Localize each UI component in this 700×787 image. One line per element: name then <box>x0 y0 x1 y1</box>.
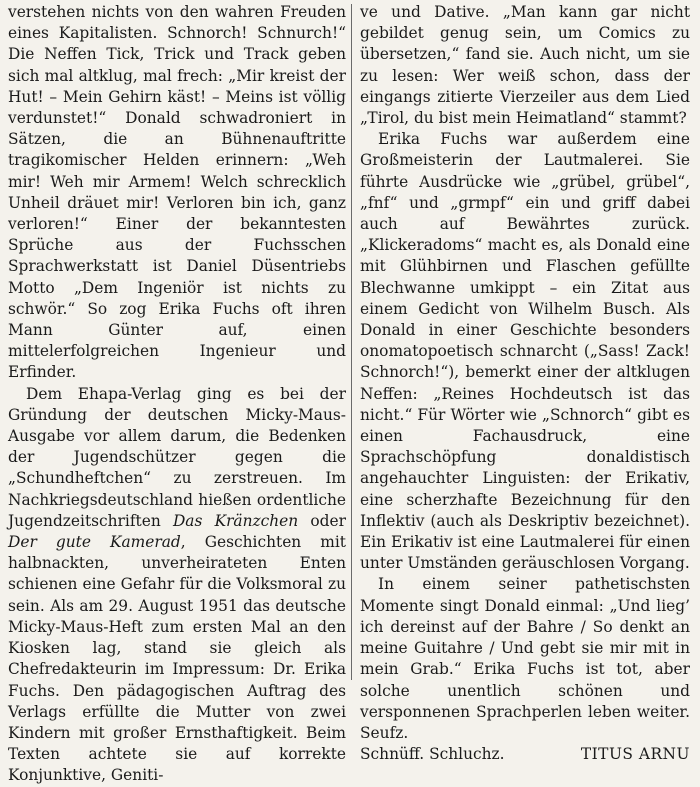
paragraph-right-2: Erika Fuchs war außerdem eine Großmeisterin der Lautmalerei. Sie führte Ausdrücke wie „grübel, grübel“, „fnf“ und „grmpf“ ein und griff dabei auch auf Bewährtes zurück. „Klickeradoms“ macht es, als Donald eine mit Glühbirnen und Flaschen gefüllte Blechwanne umkippt – ein Zitat aus einem Gedicht von Wilhelm Busch. Als Donald in einer Geschichte besonders onomatopoetisch schnarcht („Sass! Zack! Schnorch!“), bemerkt einer der altklugen Neffen: „Reines Hochdeutsch ist das nicht.“ Für Wörter wie „Schnorch“ gibt es einen Fachausdruck, eine Sprachschöpfung donaldistisch angehauchter Linguisten: der Erikativ, eine scherzhafte Bezeichnung für den Inflektiv (auch als Deskriptiv bezeichnet). Ein Erikativ ist eine Lautmalerei für einen unter Umständen geräuschlosen Vorgang. <box>360 130 690 573</box>
paragraph-right-3: In einem seiner pathetischsten Momente singt Donald einmal: „Und lieg’ ich dereinst auf der Bahre / So denkt an meine Guitahre / Und gebt sie mir mit in mein Grab.“ Erika Fuchs ist tot, aber solche unentlich schönen und versponnenen Sprachperlen leben weiter. Seufz. <box>360 575 690 742</box>
magazine-title-kamerad: Der gute Kamerad <box>8 533 181 552</box>
right-column <box>360 2 690 765</box>
text-run: , Geschichten mit halbnackten, unverheirateten Enten schienen eine Gefahr für die Volksmoral zu sein. Als am 29. August 1951 das deutsche Micky-Maus-Heft zum ersten Mal an den Kiosken lag, stand sie gleich als Chefredakteurin im Impressum: Dr. Erika Fuchs. Den pädagogischen Auftrag des Verlags erfüllte die Mutter von zwei Kindern mit großer Ernsthaftigkeit. Beim Texten achtete sie auf korrekte Konjunktive, Geniti- <box>8 533 346 785</box>
column-divider <box>351 4 352 680</box>
magazine-title-kraenzchen: Das Kränzchen <box>172 511 299 530</box>
left-column <box>8 2 346 787</box>
text-run: oder <box>298 511 346 530</box>
paragraph-left-2 <box>8 384 346 787</box>
closing-text: Schnüff. Schluchz. <box>360 745 505 764</box>
byline <box>360 744 690 765</box>
paragraph-right-1: ve und Dative. „Man kann gar nicht gebildet genug sein, um Comics zu übersetzen,“ fand sie. Auch nicht, um sie zu lesen: Wer weiß schon, dass der eingangs zitierte Vierzeiler aus dem Lied „Tirol, du bist mein Heimatland“ stammt? <box>360 3 690 128</box>
text-run: Dem Ehapa-Verlag ging es bei der Gründung der deutschen Micky-Maus-Ausgabe vor allem darum, die Bedenken der Jugendschützer gegen die „Schundheftchen“ zu zerstreuen. Im Nachkriegsdeutschland hießen ordentliche Jugendzeitschriften <box>8 384 346 530</box>
paragraph-left-1: verstehen nichts von den wahren Freuden eines Kapitalisten. Schnorch! Schnurch!“ Die Neffen Tick, Trick und Track geben sich mal altklug, mal frech: „Mir kreist der Hut! – Mein Gehirn käst! – Meins ist völlig verdunstet!“ Donald schwadroniert in Sätzen, die an Bühnenauftritte tragikomischer Helden erinnern: „Weh mir! Weh mir Armem! Welch schrecklich Unheil dräuet mir! Verloren bin ich, ganz verloren!“ Einer der bekanntesten Sprüche aus der Fuchsschen Sprachwerkstatt ist Daniel Düsentriebs Motto „Dem Ingeniör ist nichts zu schwör.“ So zog Erika Fuchs oft ihren Mann Günter auf, einen mittelerfolgreichen Ingenieur und Erfinder. <box>8 3 346 382</box>
author-name: TITUS ARNU <box>580 745 690 764</box>
